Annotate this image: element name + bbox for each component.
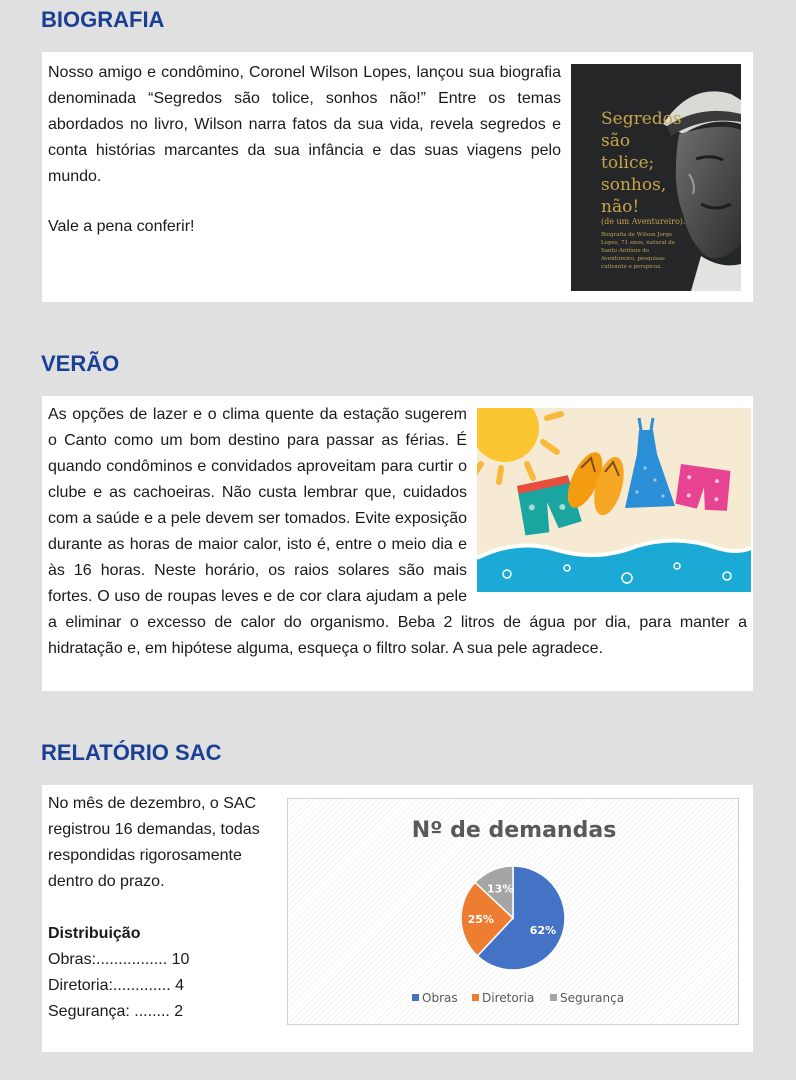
distribution-label: Diretoria:.............: [48, 977, 171, 994]
distribution-value: 2: [174, 1003, 184, 1020]
pie-data-label: 25%: [467, 913, 494, 927]
distribution-row: [48, 999, 278, 1025]
legend-label: Obras: [422, 991, 458, 1005]
legend-swatch: [472, 994, 479, 1001]
section-title-biografia: BIOGRAFIA: [41, 7, 165, 32]
book-title-line: tolice;: [601, 153, 655, 173]
summer-illustration: [477, 408, 751, 592]
distribution-row: [48, 947, 278, 973]
biografia-cta: Vale a pena conferir!: [48, 218, 195, 235]
verao-text: [48, 402, 747, 662]
biografia-paragraph: Nosso amigo e condômino, Coronel Wilson Lopes, lançou sua biografia denominada “Segredos são tolice, sonhos não!” Entre os temas abordados no livro, Wilson narra fatos da sua vida, revela segredos e conta histórias marcantes da sua infância e das suas viagens pelo mundo.: [48, 64, 561, 185]
book-title-line: sonhos,: [601, 175, 667, 195]
book-subtitle: (de um Aventureiro).: [601, 217, 686, 226]
pie-chart-svg: [288, 799, 740, 1026]
sac-card: [42, 785, 753, 1052]
section-title-sac: RELATÓRIO SAC: [41, 740, 222, 765]
book-title-line: Segredos: [601, 109, 682, 129]
book-blurb-line: Biografia de Wilson Jorge: [601, 232, 673, 238]
verao-paragraph: As opções de lazer e o clima quente da estação sugerem o Canto como um bom destino para passar as férias. É quando condôminos e convidados aproveitam para curtir o clube e as cachoeiras. Não custa lembrar que, cuidados com a saúde e a pele devem ser tomados. Evite exposição durante as horas de maior calor, isto é, entre o meio dia e às 16 horas. Neste horário, os raios solares são mais fortes. O uso de roupas leves e de cor clara ajudam a pele a eliminar o excesso de calor do organismo. Beba 2 litros de água por dia, para manter a hidratação e, em hipótese alguma, esqueça o filtro solar. A sua pele agradece.: [48, 406, 747, 657]
pie-data-label: 62%: [529, 923, 557, 937]
chart-title: Nº de demandas: [411, 818, 617, 843]
distribution-title: Distribuição: [48, 925, 141, 942]
legend-swatch: [412, 994, 419, 1001]
book-blurb-line: Aventureiro, pesquisas: [601, 256, 665, 262]
legend-label: Diretoria: [482, 991, 535, 1005]
book-title-line: não!: [601, 197, 640, 217]
distribution-label: Obras:................: [48, 951, 168, 968]
biografia-text: [48, 60, 561, 240]
sac-paragraph: No mês de dezembro, o SAC registrou 16 demandas, todas respondidas rigorosamente dentro do prazo.: [48, 795, 260, 890]
pie-chart: [287, 798, 739, 1025]
sac-text: [48, 791, 278, 1025]
legend-swatch: [550, 994, 557, 1001]
distribution-value: 10: [171, 951, 190, 968]
distribution-label: Segurança: ........: [48, 1003, 170, 1020]
distribution-row: [48, 973, 278, 999]
section-title-verao: VERÃO: [41, 351, 120, 376]
book-blurb-line: Santo Antônio do: [601, 248, 650, 254]
biografia-card: [42, 52, 753, 302]
book-blurb-line: cativante e perspicaz.: [601, 264, 662, 270]
book-cover-image: [571, 64, 741, 291]
legend-label: Segurança: [560, 991, 625, 1005]
pie-data-label: 13%: [487, 882, 514, 896]
verao-card: [42, 396, 753, 691]
distribution-value: 4: [175, 977, 185, 994]
book-title-line: são: [601, 131, 631, 151]
book-blurb-line: Lopes, 71 anos, natural de: [601, 240, 676, 246]
